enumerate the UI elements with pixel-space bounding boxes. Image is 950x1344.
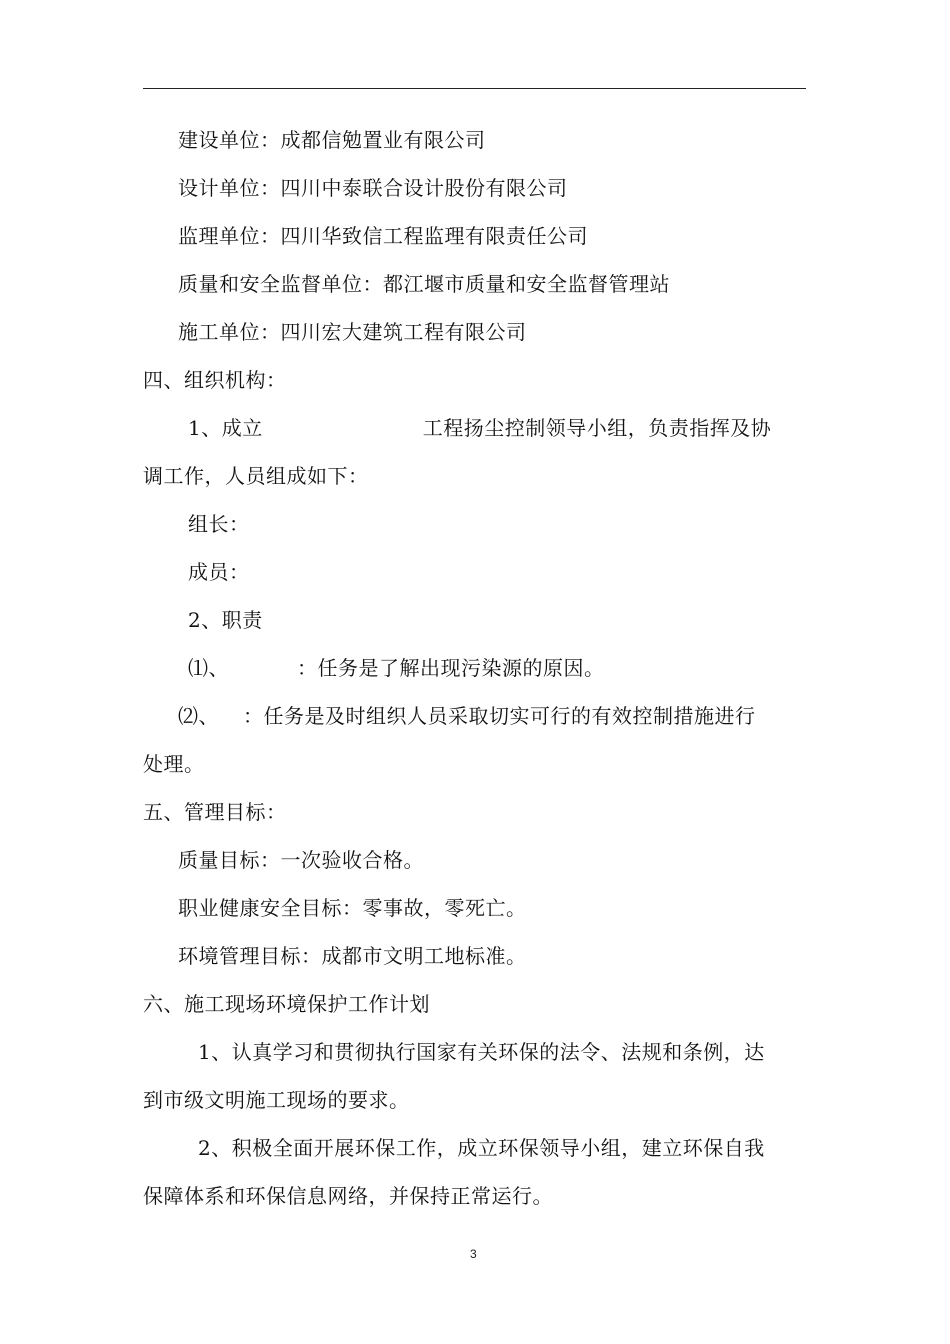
duty1-prefix: ⑴、 (188, 656, 229, 680)
unit-value: 都江堰市质量和安全监督管理站 (383, 272, 670, 296)
page-number: 3 (470, 1247, 477, 1261)
unit-contractor (178, 319, 527, 345)
goal-safety: 职业健康安全目标：零事故，零死亡。 (178, 896, 527, 920)
unit-label: 建设单位： (178, 128, 281, 152)
section6-item1-line2: 到市级文明施工现场的要求。 (143, 1088, 410, 1112)
duty1 (188, 655, 605, 681)
duty2-continuation: 处理。 (143, 752, 205, 776)
section6-item1-line1: 1、认真学习和贯彻执行国家有关环保的法令、法规和条例，达 (198, 1040, 765, 1064)
section4-item1-continuation: 调工作，人员组成如下： (143, 464, 369, 488)
section6-heading: 六、施工现场环境保护工作计划 (143, 992, 430, 1016)
section5-heading: 五、管理目标： (143, 800, 287, 824)
unit-label: 监理单位： (178, 224, 281, 248)
duty1-text: ：任务是了解出现污染源的原因。 (297, 656, 605, 680)
duty2-text: ：任务是及时组织人员采取切实可行的有效控制措施进行 (243, 704, 756, 728)
unit-value: 四川华致信工程监理有限责任公司 (280, 224, 588, 248)
unit-supervision (178, 223, 588, 249)
section4-item1 (188, 415, 771, 441)
members-label: 成员： (188, 560, 250, 584)
unit-value: 成都信勉置业有限公司 (280, 128, 486, 152)
unit-construction (178, 127, 486, 153)
header-rule (143, 88, 806, 89)
unit-value: 四川中泰联合设计股份有限公司 (280, 176, 568, 200)
unit-label: 质量和安全监督单位： (178, 272, 383, 296)
section4-item2-heading: 2、职责 (188, 608, 263, 632)
section4-heading: 四、组织机构： (143, 368, 287, 392)
section6-item2-line1: 2、积极全面开展环保工作，成立环保领导小组，建立环保自我 (198, 1136, 765, 1160)
section6-item2-line2: 保障体系和环保信息网络，并保持正常运行。 (143, 1184, 553, 1208)
goal-quality: 质量目标：一次验收合格。 (178, 848, 424, 872)
item1-prefix: 1、成立 (188, 416, 263, 440)
unit-label: 设计单位： (178, 176, 281, 200)
goal-environment: 环境管理目标：成都市文明工地标准。 (178, 944, 527, 968)
item1-suffix: 工程扬尘控制领导小组，负责指挥及协 (422, 416, 772, 440)
unit-quality-safety (178, 271, 670, 297)
unit-label: 施工单位： (178, 320, 281, 344)
duty2-prefix: ⑵、 (178, 704, 219, 728)
duty2 (178, 703, 756, 729)
unit-design (178, 175, 568, 201)
unit-value: 四川宏大建筑工程有限公司 (280, 320, 527, 344)
leader-label: 组长： (188, 512, 250, 536)
